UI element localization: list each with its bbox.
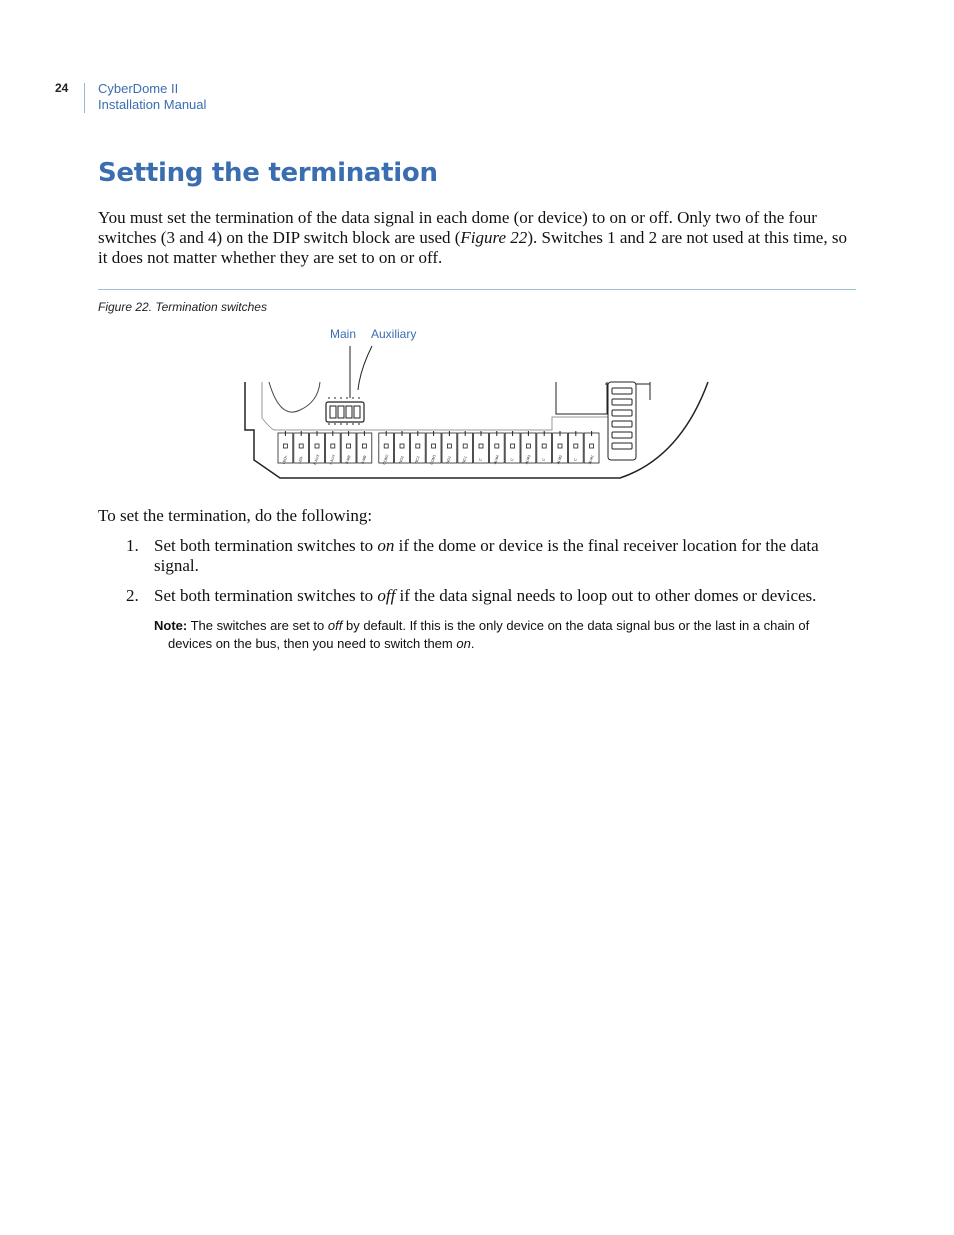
procedure-steps: [98, 536, 838, 616]
terminal: [395, 431, 410, 464]
terminal: [294, 431, 309, 464]
terminal-label: ALM3: [524, 454, 532, 465]
note-text: by default. If this is the only device on the data signal bus or the last in a chain of: [342, 618, 810, 633]
intro-text-2: ). Switches 1 and 2 are not used at this time, so it does not matter whether they are set to on or off.: [98, 228, 847, 267]
terminal: [584, 431, 599, 465]
terminal-screw: [558, 444, 562, 448]
terminal-label: NC2: [414, 455, 421, 464]
terminal-label: B AUX: [312, 453, 321, 466]
note-line-2: [154, 635, 844, 653]
terminal-screw: [590, 444, 594, 448]
terminal-screw: [447, 444, 451, 448]
terminal-screw: [283, 444, 287, 448]
section-title: Setting the termination: [98, 158, 438, 188]
terminal-label: B MB: [344, 454, 352, 465]
terminal-screw: [384, 444, 388, 448]
terminal-label: COM2: [382, 454, 390, 466]
terminal: [426, 431, 441, 465]
note-text: .: [470, 636, 475, 651]
terminal-screw: [495, 444, 499, 448]
terminal: [325, 431, 340, 465]
terminal: [357, 431, 372, 464]
terminal-screw: [331, 444, 335, 448]
terminal-label: C: [478, 457, 483, 462]
step-text: Set both termination switches to: [154, 536, 378, 555]
terminal: [521, 431, 536, 465]
intro-paragraph: [98, 208, 858, 268]
terminal-block: [278, 431, 599, 465]
terminal-label: NO2: [398, 455, 405, 464]
terminal-label: C: [573, 457, 578, 462]
terminal: [537, 431, 552, 463]
terminal-label: ALM2: [556, 454, 564, 465]
terminal: [310, 431, 325, 465]
terminal-screw: [315, 444, 319, 448]
page-number: 24: [55, 81, 69, 95]
note-text: devices on the bus, then you need to switch them: [168, 636, 457, 651]
callout-auxiliary-leader: [358, 346, 372, 390]
procedure-step: [98, 536, 838, 576]
terminal-label: LED-: [297, 455, 305, 465]
terminal-label: C: [541, 457, 547, 462]
document-title-line2: Installation Manual: [98, 97, 207, 112]
step-text: Set both termination switches to: [154, 586, 378, 605]
note: [154, 617, 844, 653]
terminal-screw: [542, 444, 546, 448]
intro-text-1: You must set the termination of the data signal in each dome (or device) to on or off. Only two of the four switches (3 and 4) on the DIP switch block are used (: [98, 208, 817, 247]
callout-main-label: Main: [330, 327, 357, 341]
terminal-label: NC1: [461, 455, 468, 464]
mounting-hole: [269, 382, 320, 412]
terminal-label: C: [509, 457, 515, 462]
board-housing: [262, 382, 610, 430]
side-connector: [608, 382, 636, 460]
dip-switch-1: [330, 406, 336, 418]
terminal: [568, 431, 583, 463]
procedure-lead: To set the termination, do the following:: [98, 506, 373, 525]
terminal-screw: [511, 444, 515, 448]
terminal: [341, 431, 356, 464]
document-title-line1: CyberDome II: [98, 81, 179, 96]
terminal: [458, 431, 473, 464]
figure-reference-link[interactable]: Figure 22: [460, 228, 528, 247]
document-title: [98, 81, 298, 113]
terminal-screw: [400, 444, 404, 448]
step-number: 2.: [126, 586, 139, 605]
terminal: [379, 431, 394, 465]
terminal-screw: [526, 444, 530, 448]
step-emphasis: off: [377, 586, 396, 605]
terminal-screw: [299, 444, 303, 448]
note-label: Note:: [154, 618, 188, 633]
step-emphasis: on: [377, 536, 395, 555]
terminal-label: LED+: [281, 454, 289, 465]
terminal: [489, 431, 504, 465]
figure-caption: Figure 22. Termination switches: [98, 300, 267, 314]
terminal-screw: [362, 444, 366, 448]
step-text: if the dome or device is the final receiver location for the data signal.: [154, 536, 819, 575]
note-text: The switches are set to: [187, 618, 328, 633]
terminal: [505, 431, 520, 463]
dip-switch-4: [354, 406, 360, 418]
procedure-step: [98, 586, 838, 606]
header-divider: [84, 83, 85, 113]
terminal-screw: [432, 444, 436, 448]
terminal: [553, 431, 568, 465]
terminal-label: COM1: [429, 454, 437, 466]
dip-switch-3: [346, 406, 352, 418]
enclosure-cutout: [556, 382, 607, 414]
figure-divider: [98, 289, 856, 290]
dip-switch-2: [338, 406, 344, 418]
step-text: if the data signal needs to loop out to other domes or devices.: [395, 586, 817, 605]
terminal-screw: [416, 444, 420, 448]
terminal-screw: [574, 444, 578, 448]
terminal-label: A AUX: [328, 454, 337, 466]
terminal-screw: [479, 444, 483, 448]
terminal-label: ALM1: [587, 454, 595, 465]
termination-switch-diagram: [240, 340, 720, 490]
terminal-label: NO1: [445, 455, 453, 464]
terminal: [442, 431, 457, 464]
terminal-screw: [347, 444, 351, 448]
callout-auxiliary-label: Auxiliary: [371, 327, 417, 341]
terminal: [474, 431, 489, 463]
note-emphasis: on: [456, 636, 471, 651]
terminal-screw: [463, 444, 467, 448]
step-number: 1.: [126, 536, 139, 555]
terminal-label: A MB: [360, 454, 368, 465]
note-emphasis: off: [327, 618, 343, 633]
terminal: [410, 431, 425, 464]
terminal-label: ALM4: [492, 454, 500, 465]
dip-switch-block: [326, 398, 364, 424]
terminal: [278, 431, 293, 465]
